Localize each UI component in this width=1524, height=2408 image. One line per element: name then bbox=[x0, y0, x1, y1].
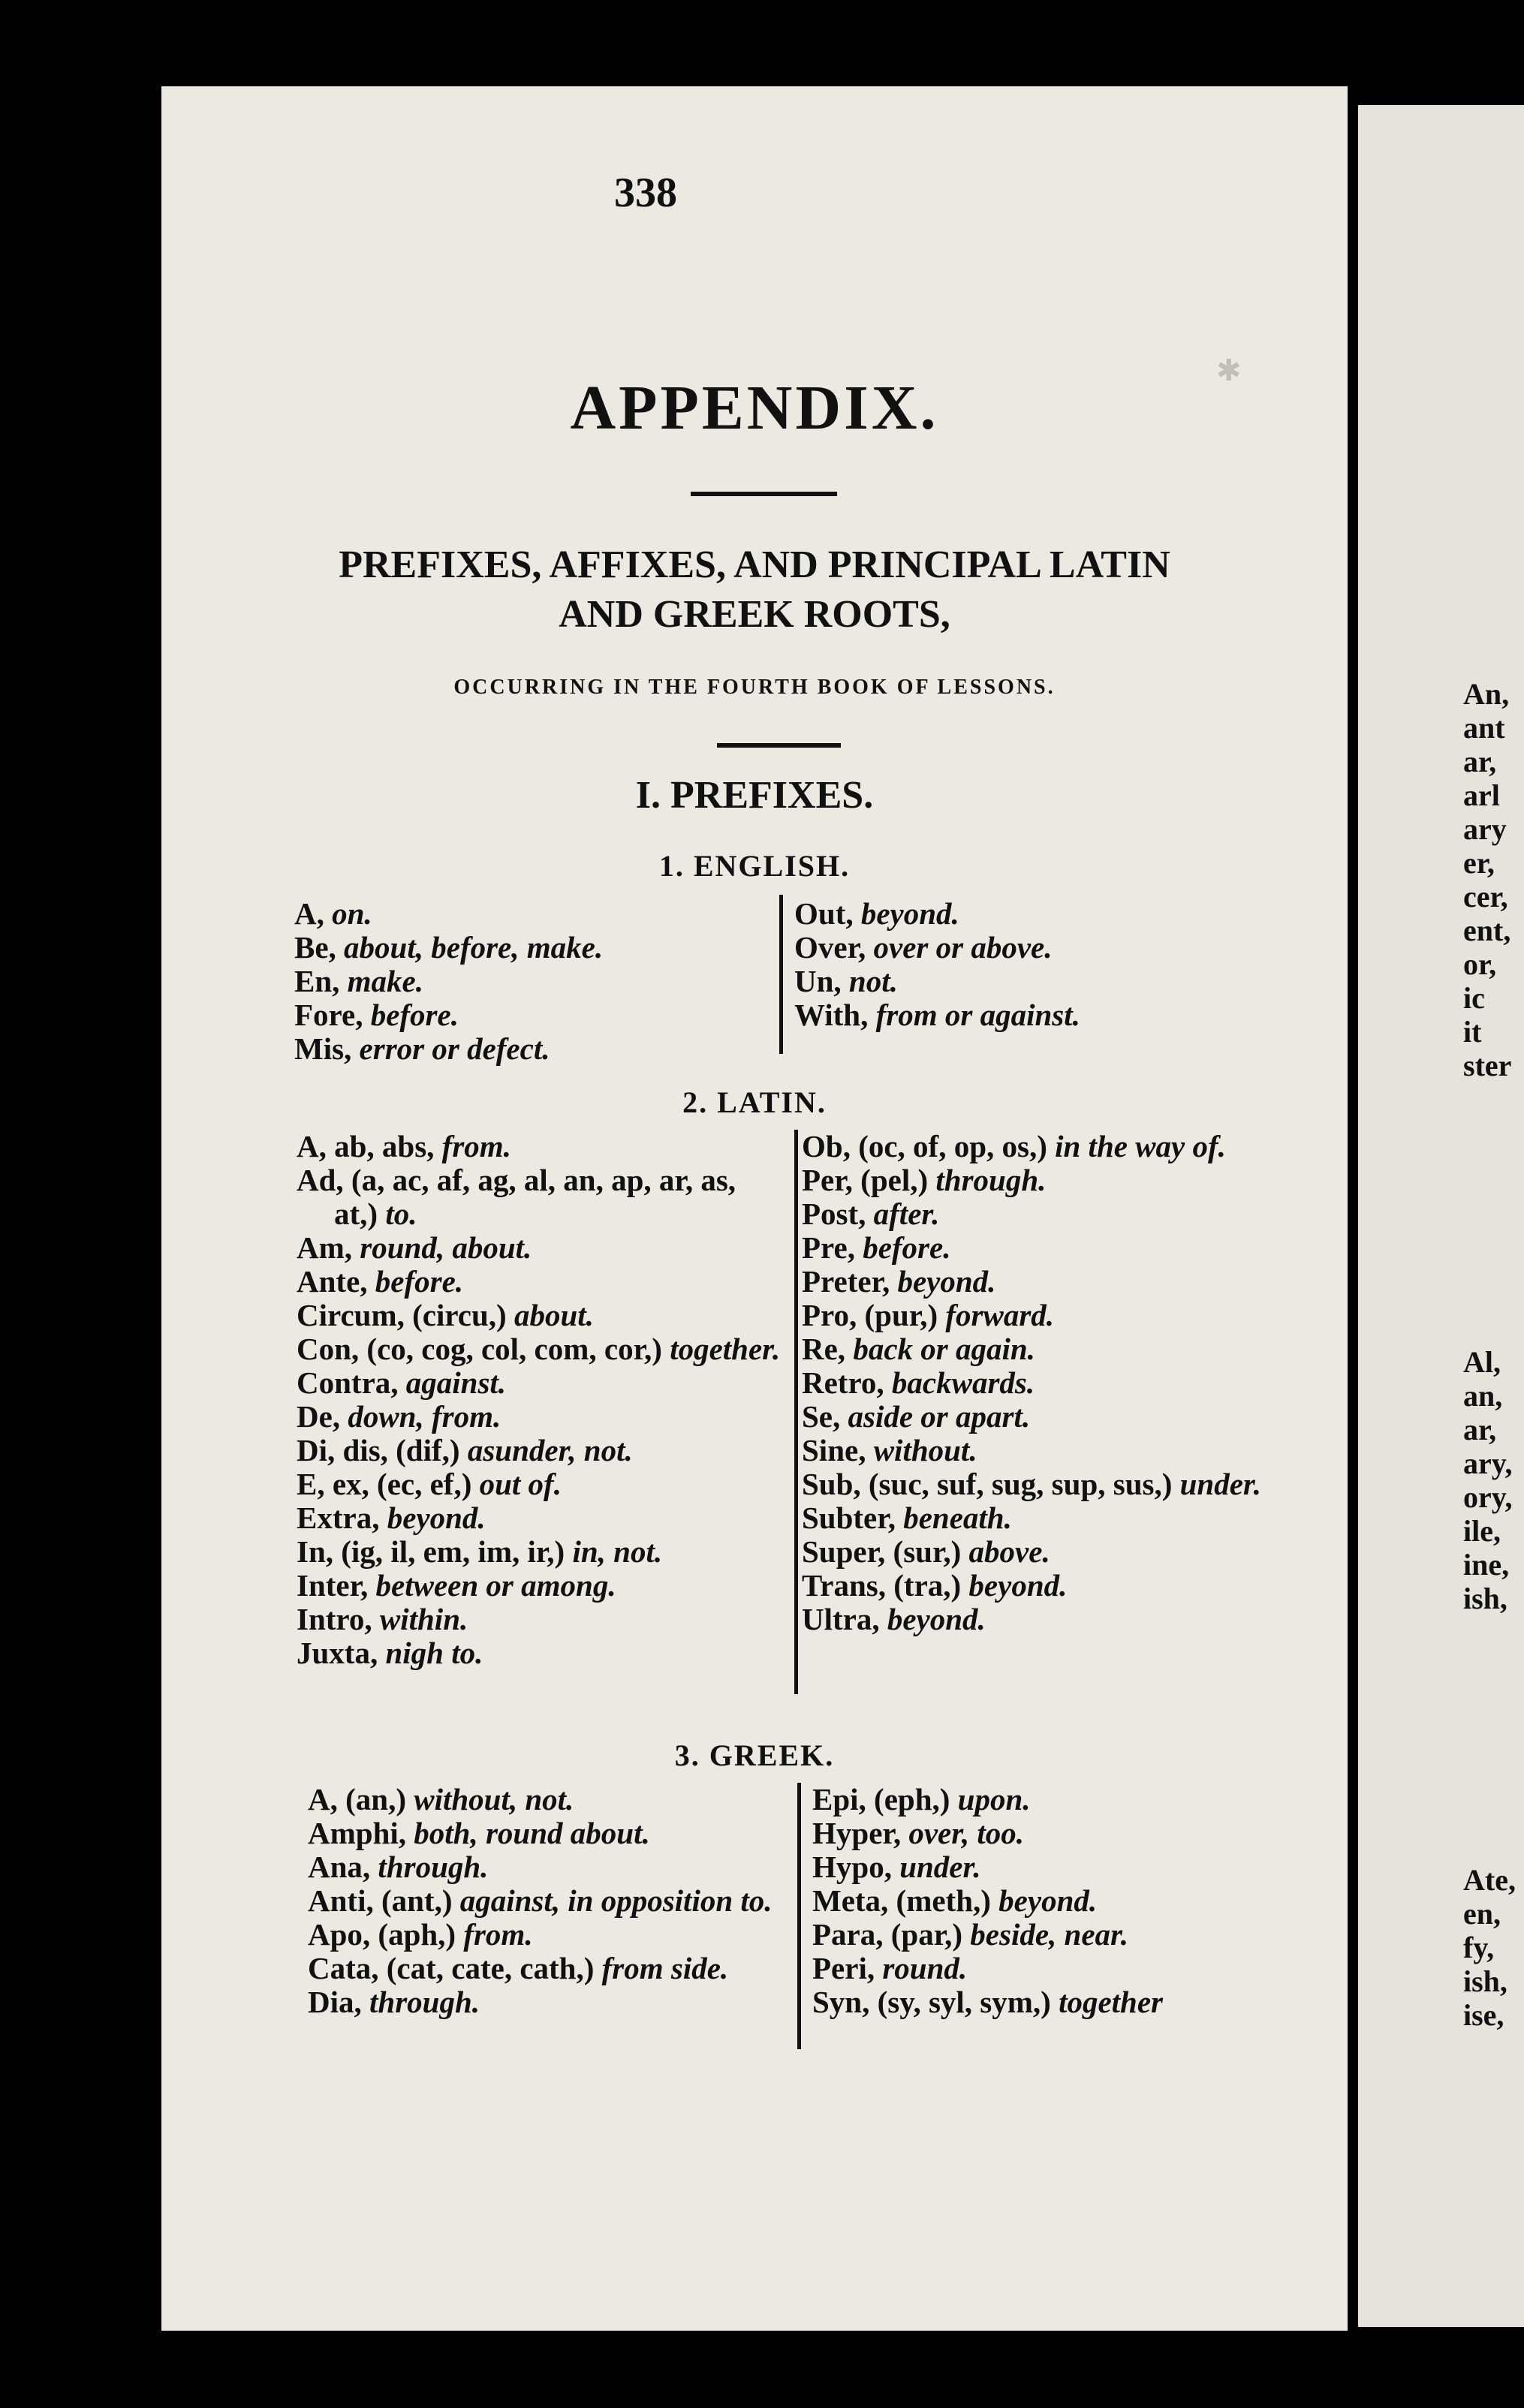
prefix-form: Extra, bbox=[297, 1500, 380, 1535]
prefix-meaning: both, round about. bbox=[406, 1816, 650, 1850]
prefix-form: Subter, bbox=[802, 1500, 896, 1535]
prefix-form: Ad, (a, ac, af, ag, al, an, ap, ar, as, at,) bbox=[297, 1163, 736, 1231]
prefix-form: Post, bbox=[802, 1196, 866, 1231]
appendix-title: APPENDIX. bbox=[570, 373, 939, 443]
margin-fragment: ant bbox=[1463, 711, 1505, 745]
prefix-form: Meta, (meth,) bbox=[812, 1883, 991, 1918]
prefix-meaning: together bbox=[1050, 1985, 1163, 2019]
prefix-meaning: against, in opposition to. bbox=[452, 1883, 773, 1918]
prefix-meaning: over or above. bbox=[866, 930, 1053, 965]
prefix-form: E, ex, (ec, ef,) bbox=[297, 1467, 472, 1501]
prefix-form: Inter, bbox=[297, 1568, 369, 1603]
prefix-form: Ante, bbox=[297, 1264, 368, 1299]
column-divider bbox=[794, 1130, 798, 1694]
prefix-meaning: over, too. bbox=[901, 1816, 1025, 1850]
prefix-form: Epi, (eph,) bbox=[812, 1782, 950, 1817]
prefix-entry bbox=[297, 1636, 785, 1670]
margin-fragment: ary, bbox=[1463, 1446, 1513, 1480]
margin-fragment: ise, bbox=[1463, 1998, 1504, 2032]
greek-title: 3. GREEK. bbox=[674, 1738, 835, 1772]
prefix-meaning: from side. bbox=[594, 1951, 729, 1985]
prefix-entry bbox=[802, 1434, 1335, 1467]
prefix-entry bbox=[802, 1265, 1335, 1299]
prefix-meaning: between or among. bbox=[368, 1568, 616, 1603]
prefix-form: A, (an,) bbox=[308, 1782, 406, 1817]
prefix-form: Circum, (circu,) bbox=[297, 1298, 507, 1332]
prefix-form: Sub, (suc, suf, sug, sup, sus,) bbox=[802, 1467, 1173, 1501]
prefix-entry bbox=[297, 1366, 785, 1400]
subheading: OCCURRING IN THE FOURTH BOOK OF LESSONS. bbox=[453, 676, 1056, 699]
prefix-meaning: together. bbox=[661, 1332, 781, 1366]
greek-left-column bbox=[308, 1783, 788, 2019]
margin-fragment: ar, bbox=[1463, 745, 1497, 778]
prefix-form: Mis, bbox=[294, 1031, 352, 1066]
prefix-entry bbox=[297, 1603, 785, 1636]
margin-fragment: ster bbox=[1463, 1049, 1512, 1082]
prefix-entry bbox=[802, 1467, 1335, 1501]
prefix-meaning: beyond. bbox=[990, 1883, 1098, 1918]
prefix-form: Peri, bbox=[812, 1951, 875, 1985]
prefix-form: De, bbox=[297, 1399, 341, 1434]
prefix-entry bbox=[308, 1817, 788, 1850]
prefix-form: Hypo, bbox=[812, 1850, 892, 1884]
prefix-entry bbox=[794, 998, 1335, 1032]
prefix-entry bbox=[812, 1817, 1338, 1850]
prefix-entry bbox=[297, 1569, 785, 1603]
adjacent-page-edge bbox=[1358, 105, 1524, 2327]
prefix-meaning: from or against. bbox=[868, 998, 1080, 1032]
margin-fragment: ile, bbox=[1463, 1514, 1501, 1548]
latin-title: 2. LATIN. bbox=[682, 1085, 827, 1119]
prefix-entry bbox=[802, 1569, 1335, 1603]
prefix-form: Contra, bbox=[297, 1365, 399, 1400]
prefix-meaning: through. bbox=[928, 1163, 1047, 1197]
prefix-entry bbox=[297, 1265, 785, 1299]
prefix-meaning: back or again. bbox=[845, 1332, 1035, 1366]
prefix-meaning: error or defect. bbox=[351, 1031, 550, 1066]
english-title: 1. ENGLISH. bbox=[658, 849, 851, 883]
margin-fragment: ic bbox=[1463, 981, 1485, 1015]
prefix-meaning: under. bbox=[891, 1850, 981, 1884]
prefix-meaning: under. bbox=[1172, 1467, 1261, 1501]
prefix-meaning: without. bbox=[866, 1433, 977, 1467]
prefix-entry bbox=[802, 1163, 1335, 1197]
prefix-form: Preter, bbox=[802, 1264, 890, 1299]
prefix-form: Retro, bbox=[802, 1365, 884, 1400]
prefix-entry bbox=[802, 1231, 1335, 1265]
prefix-meaning: before. bbox=[854, 1230, 951, 1265]
prefix-entry bbox=[294, 931, 767, 965]
prefix-meaning: asunder, not. bbox=[459, 1433, 633, 1467]
prefix-meaning: beyond. bbox=[379, 1500, 486, 1535]
prefix-form: En, bbox=[294, 964, 340, 998]
prefix-meaning: after. bbox=[866, 1196, 940, 1231]
prefix-entry bbox=[308, 1850, 788, 1884]
prefix-entry bbox=[297, 1467, 785, 1501]
prefix-entry bbox=[297, 1501, 785, 1535]
margin-fragment: ary bbox=[1463, 812, 1507, 846]
prefix-form: Di, dis, (dif,) bbox=[297, 1433, 460, 1467]
prefix-meaning: round. bbox=[875, 1951, 968, 1985]
prefix-entry bbox=[794, 897, 1335, 931]
column-divider bbox=[797, 1783, 801, 2049]
prefix-entry bbox=[294, 1032, 767, 1066]
prefix-meaning: in, not. bbox=[565, 1534, 663, 1569]
prefix-entry bbox=[812, 1952, 1338, 1985]
prefix-form: Hyper, bbox=[812, 1816, 902, 1850]
prefix-meaning: through. bbox=[370, 1850, 489, 1884]
section-heading bbox=[161, 540, 1348, 640]
prefix-meaning: backwards. bbox=[884, 1365, 1035, 1400]
prefix-entry bbox=[297, 1332, 785, 1366]
prefix-meaning: beside, near. bbox=[962, 1917, 1128, 1952]
prefix-form: Be, bbox=[294, 930, 336, 965]
prefix-entry bbox=[802, 1535, 1335, 1569]
prefix-entry bbox=[297, 1299, 785, 1332]
margin-fragment: ent, bbox=[1463, 914, 1511, 947]
prefix-entry bbox=[308, 1952, 788, 1985]
margin-fragment: it bbox=[1463, 1015, 1482, 1049]
margin-fragment: en, bbox=[1463, 1897, 1501, 1931]
prefix-form: Apo, (aph,) bbox=[308, 1917, 456, 1952]
prefix-meaning: from. bbox=[434, 1129, 511, 1163]
latin-right-column bbox=[802, 1130, 1335, 1636]
margin-fragment: ish, bbox=[1463, 1582, 1507, 1615]
prefix-entry bbox=[297, 1130, 785, 1163]
margin-fragment: ory, bbox=[1463, 1480, 1513, 1514]
heading-line-2: AND GREEK ROOTS, bbox=[559, 593, 950, 636]
page-number: 338 bbox=[614, 170, 677, 216]
prefix-entry bbox=[802, 1400, 1335, 1434]
prefix-form: Intro, bbox=[297, 1602, 372, 1636]
margin-fragment: fy, bbox=[1463, 1931, 1495, 1964]
prefix-form: Out, bbox=[794, 896, 854, 931]
prefix-meaning: above. bbox=[961, 1534, 1050, 1569]
prefixes-title: I. PREFIXES. bbox=[635, 774, 874, 817]
prefix-meaning: upon. bbox=[950, 1782, 1031, 1817]
title-rule bbox=[691, 492, 837, 496]
subheading-rule bbox=[717, 743, 841, 748]
book-gutter bbox=[1348, 105, 1358, 2327]
prefix-entry bbox=[297, 1231, 785, 1265]
prefix-entry bbox=[812, 1918, 1338, 1952]
prefix-entry bbox=[802, 1603, 1335, 1636]
prefix-meaning: out of. bbox=[471, 1467, 562, 1501]
prefix-entry bbox=[294, 965, 767, 998]
prefix-meaning: aside or apart. bbox=[840, 1399, 1031, 1434]
prefix-meaning: about. bbox=[506, 1298, 594, 1332]
prefix-entry bbox=[294, 897, 767, 931]
prefix-meaning: within. bbox=[372, 1602, 468, 1636]
prefix-form: Syn, (sy, syl, sym,) bbox=[812, 1985, 1051, 2019]
prefix-meaning: round, about. bbox=[352, 1230, 532, 1265]
column-divider bbox=[779, 895, 783, 1054]
margin-fragment: an, bbox=[1463, 1379, 1503, 1413]
prefix-entry bbox=[802, 1130, 1335, 1163]
prefix-entry bbox=[812, 1884, 1338, 1918]
prefix-entry bbox=[812, 1985, 1338, 2019]
prefix-form: With, bbox=[794, 998, 869, 1032]
prefix-meaning: to. bbox=[378, 1196, 417, 1231]
prefix-entry bbox=[297, 1535, 785, 1569]
prefix-form: Dia, bbox=[308, 1985, 362, 2019]
prefix-form: Ob, (oc, of, op, os,) bbox=[802, 1129, 1047, 1163]
prefix-entry bbox=[802, 1501, 1335, 1535]
prefix-meaning: from. bbox=[456, 1917, 533, 1952]
prefix-meaning: through. bbox=[361, 1985, 480, 2019]
prefix-form: Ana, bbox=[308, 1850, 371, 1884]
prefix-form: Cata, (cat, cate, cath,) bbox=[308, 1951, 595, 1985]
prefix-entry bbox=[794, 965, 1335, 998]
margin-fragment: An, bbox=[1463, 677, 1510, 711]
prefix-form: Amphi, bbox=[308, 1816, 407, 1850]
prefix-entry bbox=[802, 1299, 1335, 1332]
margin-fragment: ine, bbox=[1463, 1548, 1510, 1582]
prefix-form: In, (ig, il, em, im, ir,) bbox=[297, 1534, 565, 1569]
prefix-meaning: not. bbox=[841, 964, 898, 998]
prefix-meaning: in the way of. bbox=[1047, 1129, 1226, 1163]
prefix-form: Over, bbox=[794, 930, 866, 965]
prefix-entry bbox=[802, 1197, 1335, 1231]
prefix-meaning: down, from. bbox=[340, 1399, 501, 1434]
prefix-meaning: before. bbox=[363, 998, 459, 1032]
margin-fragment: ar, bbox=[1463, 1413, 1497, 1446]
heading-line-1: PREFIXES, AFFIXES, AND PRINCIPAL LATIN bbox=[339, 543, 1170, 586]
prefix-form: Se, bbox=[802, 1399, 841, 1434]
prefix-meaning: beyond. bbox=[853, 896, 959, 931]
prefix-form: Con, (co, cog, col, com, cor,) bbox=[297, 1332, 662, 1366]
prefix-entry bbox=[308, 1783, 788, 1817]
prefix-entry bbox=[308, 1884, 788, 1918]
prefix-form: Juxta, bbox=[297, 1636, 378, 1670]
prefix-form: Anti, (ant,) bbox=[308, 1883, 453, 1918]
prefix-meaning: beyond. bbox=[961, 1568, 1068, 1603]
prefix-meaning: forward. bbox=[938, 1298, 1055, 1332]
prefix-meaning: about, before, make. bbox=[336, 930, 604, 965]
prefix-form: Un, bbox=[794, 964, 842, 998]
margin-fragment: Al, bbox=[1463, 1345, 1501, 1379]
prefix-meaning: before. bbox=[367, 1264, 464, 1299]
prefix-meaning: beneath. bbox=[895, 1500, 1012, 1535]
prefix-entry bbox=[297, 1434, 785, 1467]
prefix-form: Per, (pel,) bbox=[802, 1163, 929, 1197]
prefix-form: Para, (par,) bbox=[812, 1917, 963, 1952]
prefix-form: Ultra, bbox=[802, 1602, 880, 1636]
margin-fragment: Ate, bbox=[1463, 1863, 1516, 1897]
prefix-form: Super, (sur,) bbox=[802, 1534, 962, 1569]
prefix-entry bbox=[294, 998, 767, 1032]
prefix-form: Pre, bbox=[802, 1230, 855, 1265]
prefix-form: A, ab, abs, bbox=[297, 1129, 435, 1163]
prefix-form: Sine, bbox=[802, 1433, 866, 1467]
prefix-meaning: on. bbox=[324, 896, 372, 931]
prefix-form: A, bbox=[294, 896, 324, 931]
margin-fragment: er, bbox=[1463, 846, 1495, 880]
prefix-meaning: beyond. bbox=[879, 1602, 986, 1636]
english-left-column bbox=[294, 897, 767, 1066]
margin-fragment: ish, bbox=[1463, 1964, 1507, 1998]
prefix-entry bbox=[802, 1332, 1335, 1366]
prefix-entry bbox=[812, 1850, 1338, 1884]
prefix-form: Trans, (tra,) bbox=[802, 1568, 962, 1603]
prefix-entry bbox=[297, 1163, 785, 1231]
prefix-form: Fore, bbox=[294, 998, 363, 1032]
prefix-entry bbox=[297, 1400, 785, 1434]
margin-fragment: cer, bbox=[1463, 880, 1508, 914]
prefix-meaning: without, not. bbox=[405, 1782, 574, 1817]
margin-fragment: or, bbox=[1463, 947, 1497, 981]
prefix-meaning: beyond. bbox=[890, 1264, 996, 1299]
prefix-meaning: nigh to. bbox=[378, 1636, 483, 1670]
prefix-form: Re, bbox=[802, 1332, 846, 1366]
prefix-entry bbox=[308, 1918, 788, 1952]
prefix-meaning: make. bbox=[339, 964, 423, 998]
prefix-entry bbox=[794, 931, 1335, 965]
prefix-entry bbox=[308, 1985, 788, 2019]
bleed-through-text: ✱ bbox=[1216, 354, 1242, 387]
prefix-form: Am, bbox=[297, 1230, 353, 1265]
prefix-meaning: against. bbox=[398, 1365, 507, 1400]
prefix-entry bbox=[802, 1366, 1335, 1400]
prefix-entry bbox=[812, 1783, 1338, 1817]
prefix-form: Pro, (pur,) bbox=[802, 1298, 938, 1332]
margin-fragment: arl bbox=[1463, 778, 1500, 812]
latin-left-column bbox=[297, 1130, 785, 1670]
english-right-column bbox=[794, 897, 1335, 1032]
greek-right-column bbox=[812, 1783, 1338, 2019]
